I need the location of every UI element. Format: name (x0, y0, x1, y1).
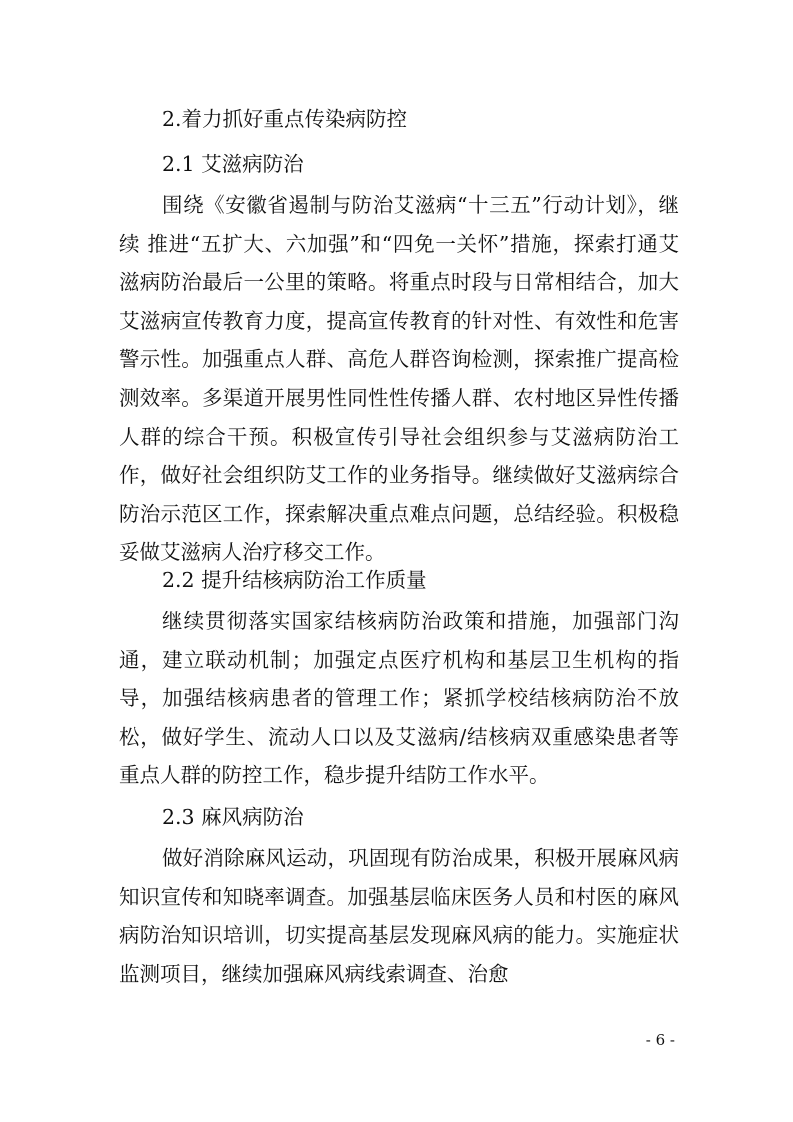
paragraph-leprosy-prevention: 做好消除麻风运动，巩固现有防治成果，积极开展麻风病知识宣传和知晓率调查。加强基层临床医务人员和村医的麻风病防治知识培训，切实提高基层发现麻风病的能力。实施症状监测项目，继续加强麻风病线索调查、治愈 (119, 846, 679, 986)
paragraph-aids-prevention: 围绕《安徽省遏制与防治艾滋病“十三五”行动计划》，继续 推进“五扩大、六加强”和“四免一关怀”措施，探索打通艾滋病防治最后一公里的策略。将重点时段与日常相结合，加大艾滋病宣传教育力度，提高宣传教育的针对性、有效性和危害警示性。加强重点人群、高危人群咨询检测，探索推广提高检测效率。多渠道开展男性同性性传播人群、农村地区异性传播人群的综合干预。积极宣传引导社会组织参与艾滋病防治工作，做好社会组织防艾工作的业务指导。继续做好艾滋病综合防治示范区工作，探索解决重点难点问题，总结经验。积极稳妥做艾滋病人治疗移交工作。 (119, 193, 679, 565)
paragraph-tuberculosis-prevention: 继续贯彻落实国家结核病防治政策和措施，加强部门沟通，建立联动机制；加强定点医疗机构和基层卫生机构的指导，加强结核病患者的管理工作；紧抓学校结核病防治不放松，做好学生、流动人口以及艾滋病/结核病双重感染患者等重点人群的防控工作，稳步提升结防工作水平。 (119, 609, 679, 788)
section-heading-2-3: 2.3 麻风病防治 (162, 805, 304, 829)
section-heading-2: 2.着力抓好重点传染病防控 (162, 107, 408, 131)
section-heading-2-1: 2.1 艾滋病防治 (162, 152, 304, 176)
page-number: - 6 - (645, 1031, 675, 1049)
section-heading-2-2: 2.2 提升结核病防治工作质量 (162, 568, 427, 592)
